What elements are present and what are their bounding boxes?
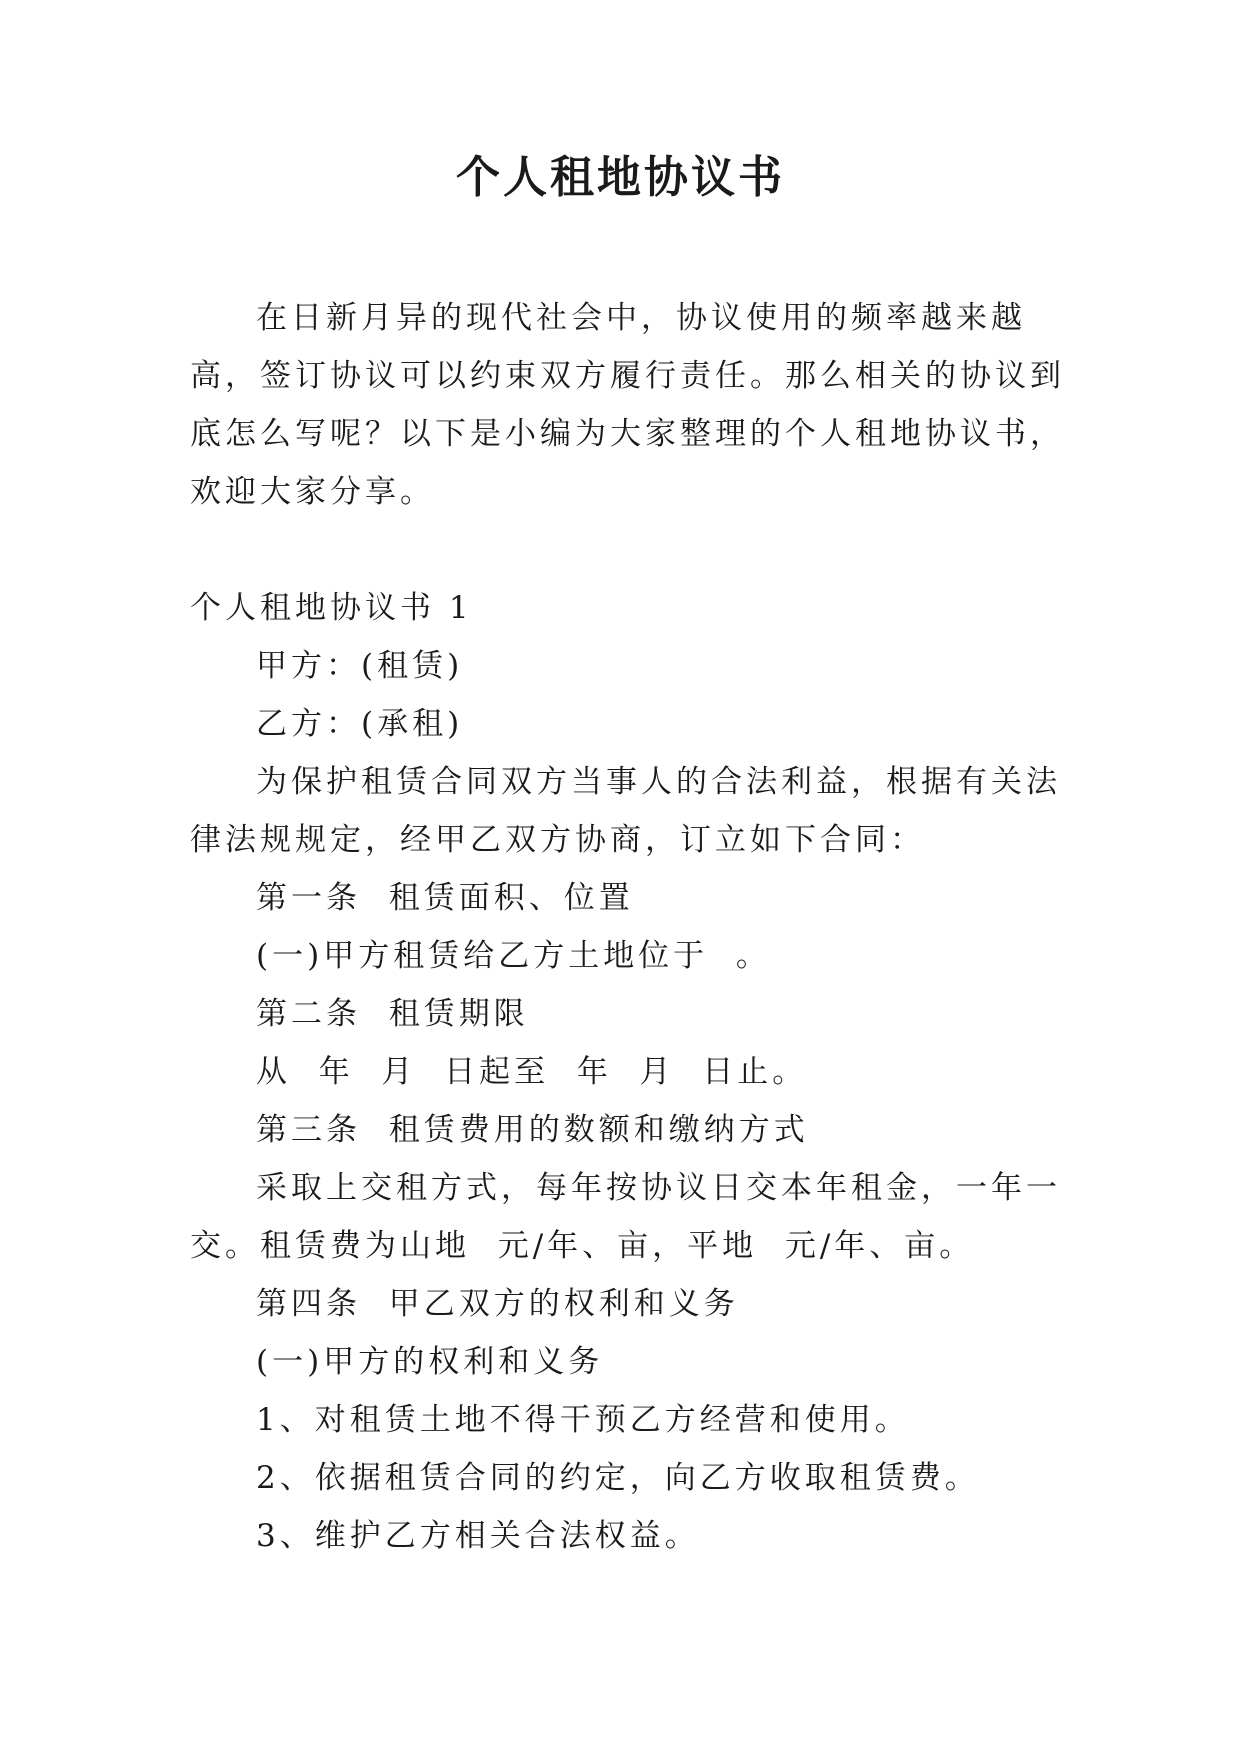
section-heading: 个人租地协议书 1 <box>190 590 473 626</box>
list-item: 3、维护乙方相关合法权益。 <box>256 1518 700 1554</box>
party-a-line: 甲方：(租赁) <box>256 648 464 684</box>
list-item: 2、依据租赁合同的约定，向乙方收取租赁费。 <box>256 1460 980 1496</box>
article-1-clause: (一)甲方租赁给乙方土地位于 。 <box>256 938 771 974</box>
article-4-heading: 第四条 甲乙双方的权利和义务 <box>256 1286 739 1322</box>
document-title: 个人租地协议书 <box>456 152 785 203</box>
preamble-paragraph: 为保护租赁合同双方当事人的合法利益，根据有关法律法规规定，经甲乙双方协商，订立如下合同： <box>190 764 1061 858</box>
article-2-clause: 从 年 月 日起至 年 月 日止。 <box>256 1054 808 1090</box>
article-4-subheading: (一)甲方的权利和义务 <box>256 1344 604 1380</box>
article-2-heading: 第二条 租赁期限 <box>256 996 529 1032</box>
article-3-clause: 采取上交租方式，每年按协议日交本年租金，一年一交。租赁费为山地 元/年、亩，平地 元/年、亩。 <box>190 1170 1061 1264</box>
article-3-heading: 第三条 租赁费用的数额和缴纳方式 <box>256 1112 809 1148</box>
intro-paragraph: 在日新月异的现代社会中，协议使用的频率越来越高，签订协议可以约束双方履行责任。那么相关的协议到底怎么写呢？以下是小编为大家整理的个人租地协议书，欢迎大家分享。 <box>190 300 1065 510</box>
article-1-heading: 第一条 租赁面积、位置 <box>256 880 634 916</box>
document-body <box>190 289 1065 1565</box>
list-item: 1、对租赁土地不得干预乙方经营和使用。 <box>256 1402 910 1438</box>
party-b-line: 乙方：(承租) <box>256 706 464 742</box>
